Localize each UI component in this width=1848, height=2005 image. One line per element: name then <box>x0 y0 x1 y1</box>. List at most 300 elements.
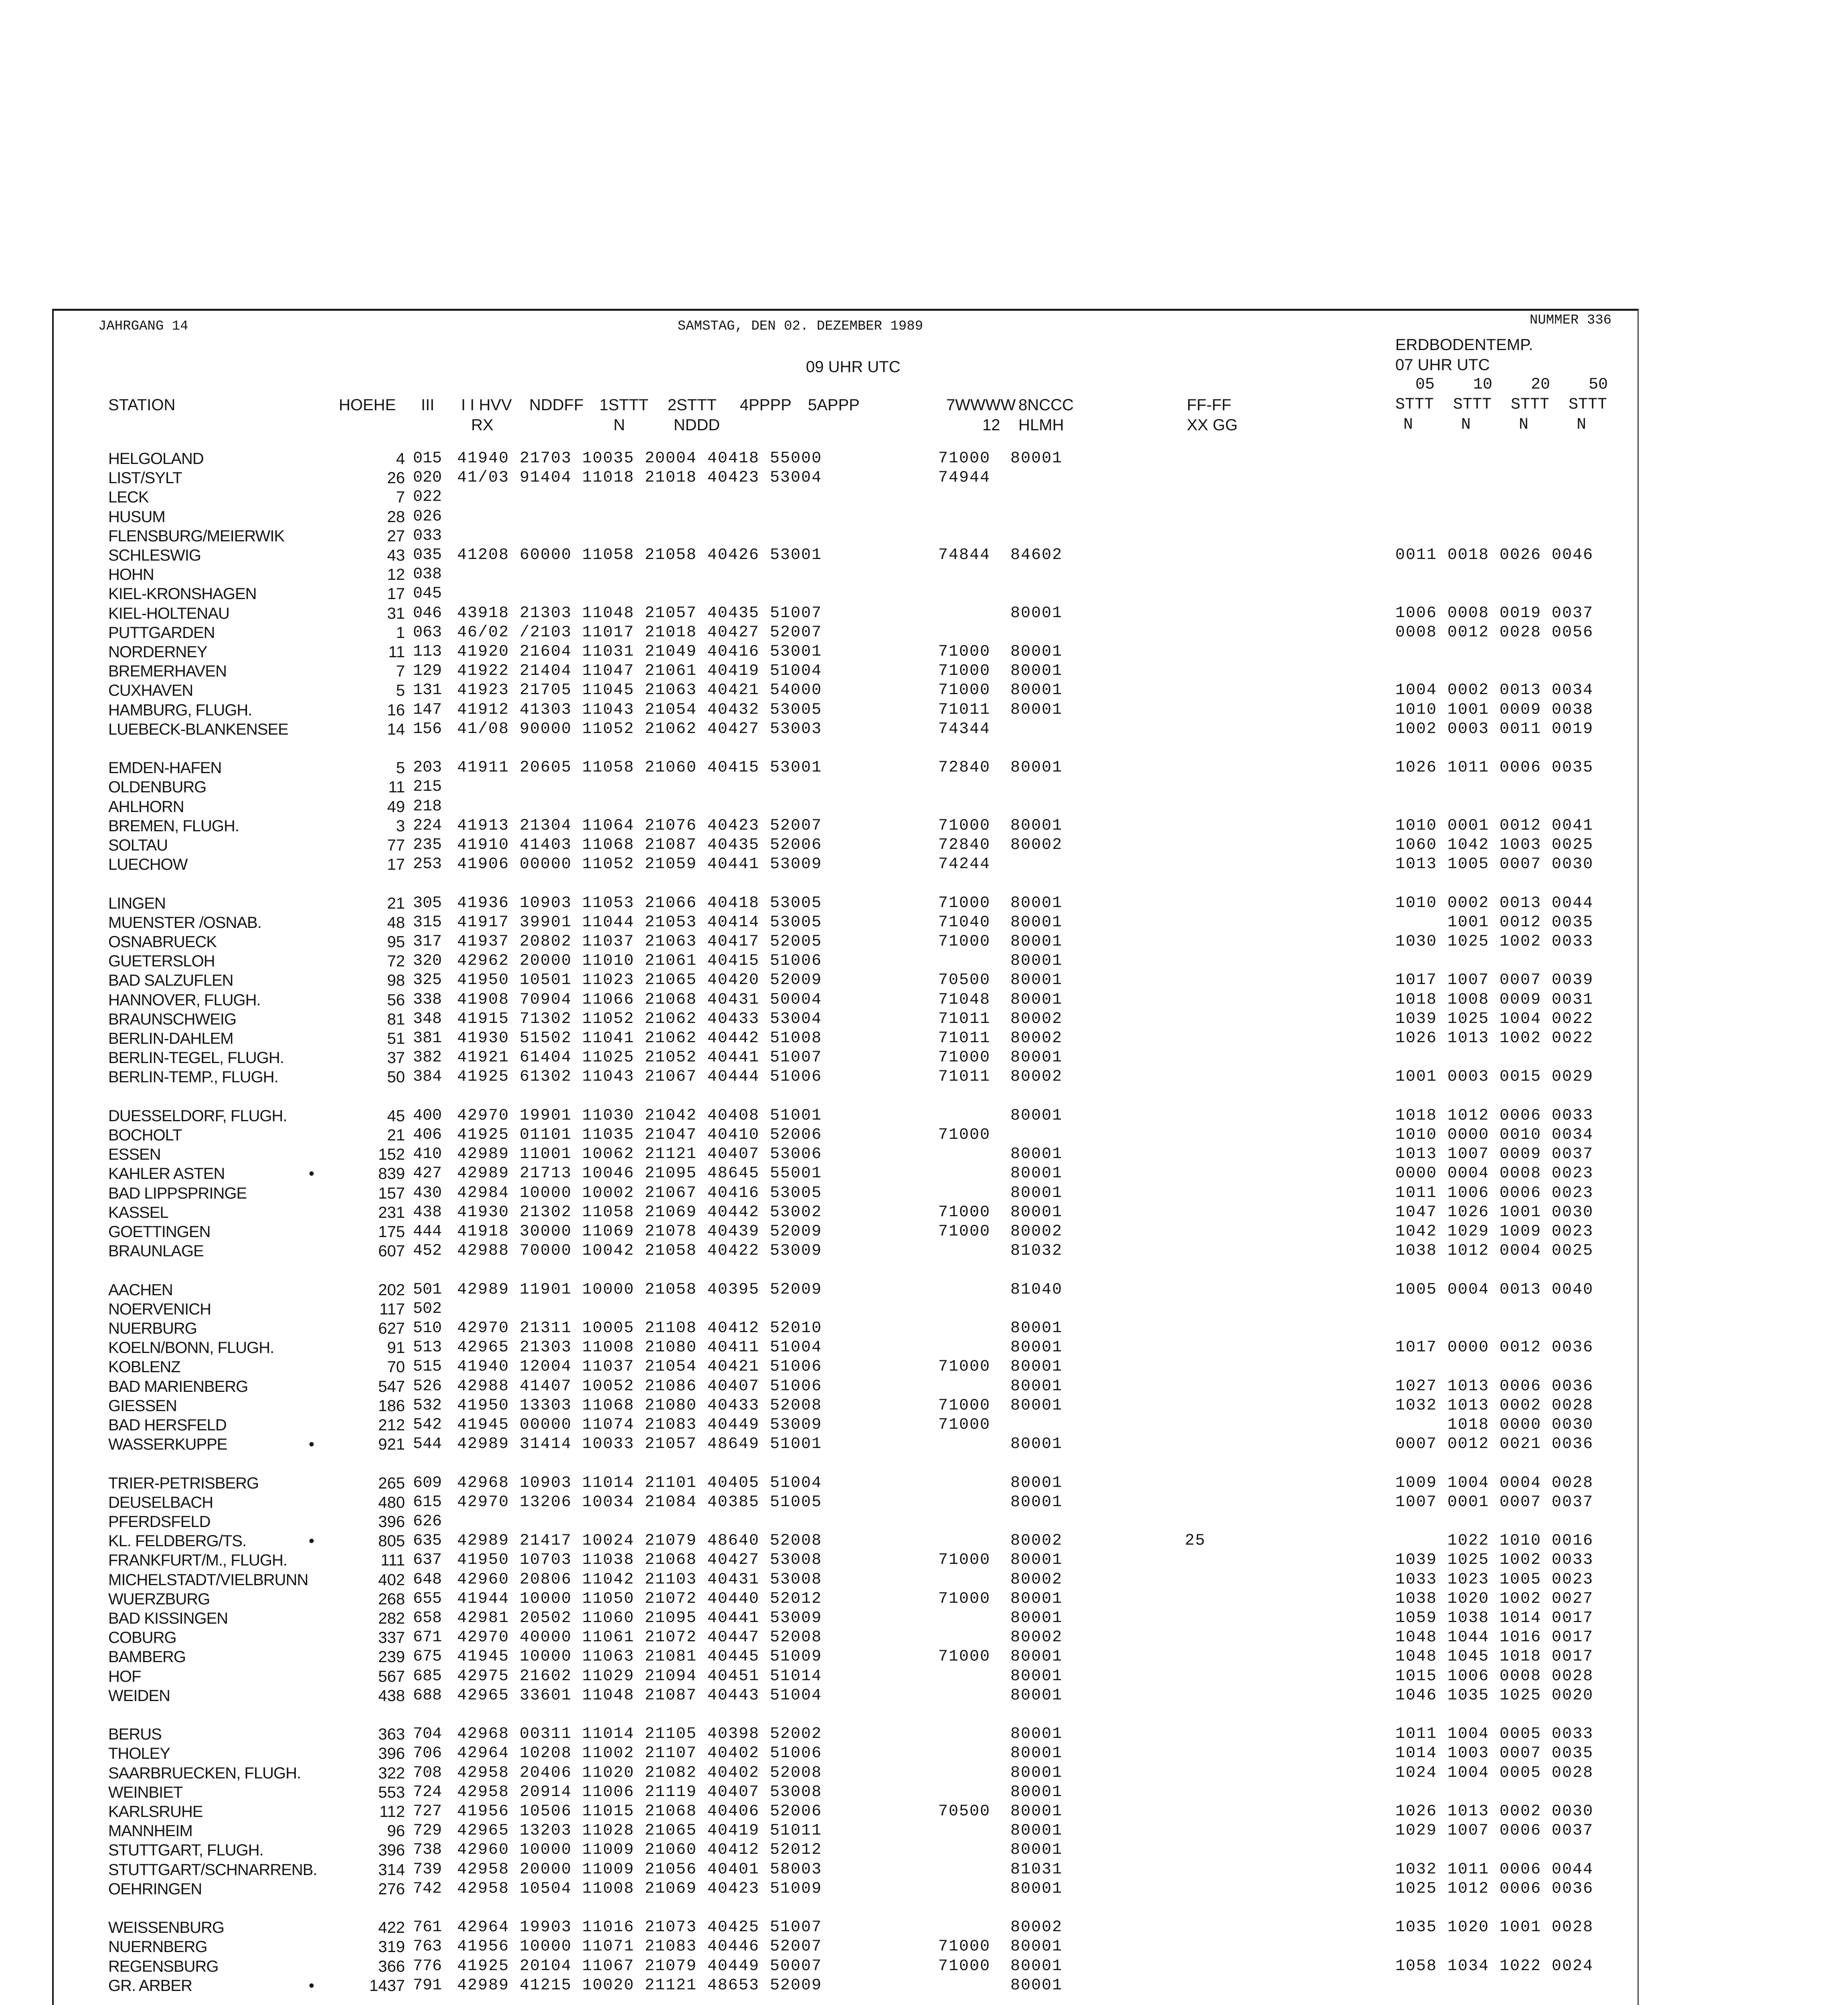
synop-groups: 41950 10703 11038 21068 40427 53008 <box>457 1551 822 1569</box>
station-name: WASSERKUPPE <box>108 1436 227 1453</box>
cloud-group: 80002 <box>1010 1010 1063 1028</box>
soil-temperatures: 1033 1023 1005 0023 <box>1395 1571 1594 1589</box>
col-xx-gg: XX GG <box>1187 416 1238 434</box>
cloud-group: 80001 <box>1010 1648 1063 1666</box>
table-row <box>0 1821 1684 1841</box>
table-row <box>0 1106 1684 1126</box>
station-height: 402 <box>378 1571 405 1589</box>
col-nddd: NDDD <box>674 416 720 434</box>
table-row <box>0 1647 1684 1667</box>
station-id: 742 <box>413 1880 442 1898</box>
station-height: 77 <box>387 836 405 854</box>
station-name: BAD KISSINGEN <box>108 1610 228 1627</box>
synop-groups: 42989 41215 10020 21121 48653 52009 <box>457 1977 822 1995</box>
col-station: STATION <box>108 396 176 414</box>
station-id: 648 <box>413 1571 442 1589</box>
station-height: 7 <box>396 662 405 680</box>
station-height: 282 <box>378 1610 405 1627</box>
synop-groups: 42989 11901 10000 21058 40395 52009 <box>457 1281 822 1299</box>
weather-group: 74344 <box>938 720 991 738</box>
weather-group: 71000 <box>938 1126 991 1144</box>
mountain-station-marker: • <box>309 1165 315 1183</box>
col-rx: RX <box>471 416 494 434</box>
synop-groups: 42964 19903 11016 21073 40425 51007 <box>457 1918 822 1936</box>
station-id: 791 <box>413 1977 442 1995</box>
station-height: 152 <box>378 1146 405 1163</box>
weather-group: 71011 <box>938 1029 991 1047</box>
weather-group: 70500 <box>938 1802 991 1821</box>
cloud-group: 80001 <box>1010 1667 1063 1685</box>
weather-group: 71048 <box>938 991 991 1009</box>
station-name: OEHRINGEN <box>108 1880 202 1898</box>
table-row <box>0 1957 1684 1976</box>
station-name: HAMBURG, FLUGH. <box>108 701 252 719</box>
table-row <box>0 584 1684 604</box>
mountain-station-marker: • <box>309 1532 315 1550</box>
station-id: 381 <box>413 1029 442 1047</box>
cloud-group: 80001 <box>1010 1687 1063 1705</box>
station-id: 438 <box>413 1203 442 1221</box>
cloud-group: 80001 <box>1010 1493 1063 1511</box>
table-row <box>0 1879 1684 1899</box>
table-row <box>0 971 1684 990</box>
cloud-group: 81040 <box>1010 1281 1063 1299</box>
table-row <box>0 1048 1684 1067</box>
synop-groups: 41/03 91404 11018 21018 40423 53004 <box>457 469 822 487</box>
station-height: 438 <box>378 1687 405 1705</box>
station-height: 12 <box>387 566 405 583</box>
station-id: 430 <box>413 1184 442 1202</box>
synop-groups: 42968 10903 11014 21101 40405 51004 <box>457 1474 822 1492</box>
table-row <box>0 990 1684 1010</box>
station-id: 658 <box>413 1609 442 1627</box>
station-height: 480 <box>378 1494 405 1511</box>
weather-group: 74944 <box>938 469 991 487</box>
cloud-group: 80001 <box>1010 1319 1063 1337</box>
weather-group: 71011 <box>938 1068 991 1086</box>
station-id: 685 <box>413 1667 442 1685</box>
station-id: 708 <box>413 1764 442 1782</box>
synop-groups: 41945 00000 11074 21083 40449 53009 <box>457 1416 822 1434</box>
soil-temperatures: 1010 1001 0009 0038 <box>1395 701 1594 719</box>
station-height: 70 <box>387 1358 405 1376</box>
col-n: N N N N <box>1403 416 1587 434</box>
station-name: SOLTAU <box>108 836 168 854</box>
soil-temperatures: 1011 1006 0006 0023 <box>1395 1184 1594 1202</box>
soil-temperatures: 1015 1006 0008 0028 <box>1395 1667 1594 1685</box>
station-id: 502 <box>413 1300 442 1318</box>
table-row <box>0 1686 1684 1705</box>
weather-group: 71000 <box>938 1223 991 1241</box>
synop-groups: 42989 21417 10024 21079 48640 52008 <box>457 1532 822 1550</box>
synop-groups: 41906 00000 11052 21059 40441 53009 <box>457 855 822 873</box>
table-row <box>0 1029 1684 1048</box>
cloud-group: 80001 <box>1010 662 1063 680</box>
table-row <box>0 449 1684 468</box>
cloud-group: 80001 <box>1010 450 1063 468</box>
soil-temperatures: 1007 0001 0007 0037 <box>1395 1493 1594 1511</box>
weather-group: 71000 <box>938 643 991 661</box>
station-height: 4 <box>396 450 405 468</box>
table-row <box>0 1319 1684 1338</box>
table-row <box>0 604 1684 623</box>
station-id: 218 <box>413 798 442 816</box>
synop-groups: 41937 20802 11037 21063 40417 52005 <box>457 933 822 951</box>
table-row <box>0 1222 1684 1241</box>
station-id: 305 <box>413 894 442 912</box>
weather-group: 71000 <box>938 1590 991 1608</box>
station-height: 21 <box>387 895 405 912</box>
weather-group: 71000 <box>938 1397 991 1415</box>
cloud-group: 80001 <box>1010 1145 1063 1163</box>
table-row <box>0 836 1684 855</box>
station-name: BAD LIPPSPRINGE <box>108 1185 247 1202</box>
station-height: 337 <box>378 1629 405 1647</box>
table-row <box>0 913 1684 932</box>
station-height: 91 <box>387 1339 405 1357</box>
weather-group: 71000 <box>938 1551 991 1569</box>
station-id: 761 <box>413 1918 442 1936</box>
soil-temperatures: 1005 0004 0013 0040 <box>1395 1281 1594 1299</box>
table-row <box>0 855 1684 874</box>
station-id: 729 <box>413 1822 442 1840</box>
table-row <box>0 932 1684 952</box>
cloud-group: 80001 <box>1010 1474 1063 1492</box>
synop-groups: 42981 20502 11060 21095 40441 53009 <box>457 1609 822 1627</box>
report-date: SAMSTAG, DEN 02. DEZEMBER 1989 <box>678 319 923 334</box>
cloud-group: 80001 <box>1010 1841 1063 1859</box>
synop-groups: 42958 20406 11020 21082 40402 52008 <box>457 1764 822 1782</box>
weather-group: 71000 <box>938 450 991 468</box>
synop-groups: 41956 10506 11015 21068 40406 52006 <box>457 1802 822 1821</box>
cloud-group: 80001 <box>1010 1165 1063 1183</box>
weather-group: 71011 <box>938 1010 991 1028</box>
synop-groups: 41915 71302 11052 21062 40433 53004 <box>457 1010 822 1028</box>
cloud-group: 80001 <box>1010 817 1063 835</box>
report-number: NUMMER 336 <box>1530 313 1612 328</box>
station-name: LINGEN <box>108 895 166 912</box>
station-name: GUETERSLOH <box>108 952 215 970</box>
col-4pppp: 4PPPP <box>740 396 791 414</box>
station-name: BRAUNLAGE <box>108 1242 204 1260</box>
station-id: 532 <box>413 1397 442 1415</box>
station-name: KL. FELDBERG/TS. <box>108 1532 247 1550</box>
station-id: 253 <box>413 855 442 873</box>
soil-temperatures: 1032 1011 0006 0044 <box>1395 1861 1594 1879</box>
weather-group: 71000 <box>938 662 991 680</box>
cloud-group: 80001 <box>1010 1590 1063 1608</box>
weather-group: 71000 <box>938 1416 991 1434</box>
cloud-group: 80002 <box>1010 1918 1063 1936</box>
station-id: 501 <box>413 1281 442 1299</box>
station-id: 131 <box>413 681 442 699</box>
station-name: OLDENBURG <box>108 778 206 796</box>
synop-groups: 42970 19901 11030 21042 40408 51001 <box>457 1107 822 1125</box>
cloud-group: 80001 <box>1010 1203 1063 1221</box>
station-id: 739 <box>413 1861 442 1879</box>
synop-groups: 41940 12004 11037 21054 40421 51006 <box>457 1358 822 1376</box>
station-height: 17 <box>387 585 405 603</box>
synop-groups: 42975 21602 11029 21094 40451 51014 <box>457 1667 822 1685</box>
synop-groups: 42988 41407 10052 21086 40407 51006 <box>457 1377 822 1395</box>
station-height: 839 <box>378 1165 405 1183</box>
station-name: LIST/SYLT <box>108 469 182 487</box>
station-name: BREMEN, FLUGH. <box>108 817 239 835</box>
table-row <box>0 1338 1684 1357</box>
soil-temperatures: 1004 0002 0013 0034 <box>1395 681 1594 699</box>
cloud-group: 80001 <box>1010 1339 1063 1357</box>
station-id: 046 <box>413 604 442 622</box>
station-height: 95 <box>387 933 405 951</box>
station-name: STUTTGART/SCHNARRENB. <box>108 1861 317 1879</box>
cloud-group: 84602 <box>1010 546 1063 564</box>
soil-temperatures: 1035 1020 1001 0028 <box>1395 1918 1594 1936</box>
station-name: NUERBURG <box>108 1320 197 1337</box>
station-id: 406 <box>413 1126 442 1144</box>
soil-temperatures: 1024 1004 0005 0028 <box>1395 1764 1594 1782</box>
synop-groups: 41922 21404 11047 21061 40419 51004 <box>457 662 822 680</box>
soil-temperatures: 1018 0000 0030 <box>1395 1416 1594 1434</box>
station-name: BOCHOLT <box>108 1126 182 1144</box>
cloud-group: 80001 <box>1010 1744 1063 1762</box>
table-row <box>0 701 1684 720</box>
station-id: 704 <box>413 1725 442 1743</box>
synop-groups: 42970 40000 11061 21072 40447 52008 <box>457 1628 822 1647</box>
erd-depths: 05 10 20 50 <box>1415 376 1608 394</box>
station-id: 724 <box>413 1783 442 1801</box>
station-height: 322 <box>378 1764 405 1782</box>
cloud-group: 81031 <box>1010 1861 1063 1879</box>
table-row <box>0 681 1684 700</box>
soil-temperatures: 1001 0012 0035 <box>1395 913 1594 932</box>
cloud-group: 80001 <box>1010 1358 1063 1376</box>
col-iii: III <box>421 396 435 414</box>
cloud-group: 80001 <box>1010 1184 1063 1202</box>
erd-title: ERDBODENTEMP. <box>1395 336 1533 354</box>
weather-group: 71000 <box>938 1648 991 1666</box>
soil-temperatures: 1032 1013 0002 0028 <box>1395 1397 1594 1415</box>
station-name: KASSEL <box>108 1204 168 1221</box>
station-id: 384 <box>413 1068 442 1086</box>
station-height: 43 <box>387 547 405 564</box>
station-id: 444 <box>413 1223 442 1241</box>
station-height: 117 <box>379 1300 405 1318</box>
table-row <box>0 1164 1684 1183</box>
synop-groups: 41925 01101 11035 21047 40410 52006 <box>457 1126 822 1144</box>
cloud-group: 80001 <box>1010 971 1063 989</box>
cloud-group: 80001 <box>1010 1609 1063 1627</box>
cloud-group: 80001 <box>1010 1977 1063 1995</box>
station-height: 96 <box>387 1822 405 1840</box>
synop-groups: 42965 33601 11048 21087 40443 51004 <box>457 1687 822 1705</box>
station-height: 396 <box>378 1841 405 1859</box>
station-height: 98 <box>387 972 405 989</box>
station-name: HELGOLAND <box>108 450 204 468</box>
station-id: 156 <box>413 720 442 738</box>
station-name: NUERNBERG <box>108 1938 207 1956</box>
cloud-group: 80001 <box>1010 952 1063 970</box>
soil-temperatures: 1038 1020 1002 0027 <box>1395 1590 1594 1608</box>
cloud-group: 80001 <box>1010 1377 1063 1395</box>
table-row <box>0 1976 1684 1995</box>
station-height: 112 <box>379 1803 405 1821</box>
table-row <box>0 1764 1684 1783</box>
station-height: 607 <box>378 1242 405 1260</box>
station-name: COBURG <box>108 1629 176 1647</box>
station-id: 635 <box>413 1532 442 1550</box>
station-height: 48 <box>387 914 405 932</box>
synop-groups: 41911 20605 11058 21060 40415 53001 <box>457 759 822 777</box>
station-id: 348 <box>413 1010 442 1028</box>
station-height: 111 <box>381 1551 405 1569</box>
cloud-group: 80001 <box>1010 1802 1063 1821</box>
table-row <box>0 758 1684 778</box>
soil-temperatures: 1026 1011 0006 0035 <box>1395 759 1594 777</box>
station-name: LECK <box>108 488 149 506</box>
synop-groups: 41920 21604 11031 21049 40416 53001 <box>457 643 822 661</box>
station-name: BERLIN-DAHLEM <box>108 1030 233 1047</box>
station-name: WEISSENBURG <box>108 1919 225 1936</box>
station-id: 063 <box>413 624 442 642</box>
synop-groups: 43918 21303 11048 21057 40435 51007 <box>457 604 822 622</box>
jahrgang-label: JAHRGANG 14 <box>98 319 188 334</box>
soil-temperatures: 0008 0012 0028 0056 <box>1395 624 1594 642</box>
station-height: 422 <box>378 1919 405 1936</box>
table-row <box>0 1531 1684 1551</box>
synop-groups: 41/08 90000 11052 21062 40427 53003 <box>457 720 822 738</box>
synop-groups: 41910 41403 11068 21087 40435 52006 <box>457 836 822 854</box>
weather-group: 71000 <box>938 1049 991 1067</box>
station-name: BAMBERG <box>108 1648 186 1666</box>
synop-groups: 41956 10000 11071 21083 40446 52007 <box>457 1938 822 1956</box>
station-height: 231 <box>378 1204 405 1221</box>
station-height: 72 <box>387 952 405 970</box>
col-7wwww: 7WWWW <box>946 396 1016 414</box>
soil-temperatures: 1017 1007 0007 0039 <box>1395 971 1594 989</box>
synop-groups: 42989 21713 10046 21095 48645 55001 <box>457 1165 822 1183</box>
table-row <box>0 468 1684 488</box>
table-row <box>0 797 1684 816</box>
soil-temperatures: 1029 1007 0006 0037 <box>1395 1822 1594 1840</box>
station-id: 224 <box>413 817 442 835</box>
station-id: 410 <box>413 1145 442 1163</box>
weather-group: 72840 <box>938 836 991 854</box>
soil-temperatures: 1060 1042 1003 0025 <box>1395 836 1594 854</box>
table-row <box>0 1377 1684 1396</box>
cloud-group: 80002 <box>1010 1223 1063 1241</box>
col-sttt: STTT STTT STTT STTT <box>1395 396 1607 414</box>
station-name: TRIER-PETRISBERG <box>108 1474 259 1492</box>
cloud-group: 80002 <box>1010 1532 1063 1550</box>
table-row <box>0 720 1684 739</box>
station-id: 129 <box>413 662 442 680</box>
station-height: 202 <box>378 1281 405 1299</box>
table-row <box>0 894 1684 913</box>
weather-group: 71000 <box>938 817 991 835</box>
station-height: 363 <box>378 1726 405 1743</box>
cloud-group: 80002 <box>1010 1068 1063 1086</box>
table-row <box>0 507 1684 527</box>
col-nddff: NDDFF <box>529 396 584 414</box>
weather-group: 71011 <box>938 701 991 719</box>
mountain-station-marker: • <box>309 1977 315 1995</box>
station-height: 157 <box>378 1185 405 1202</box>
cloud-group: 80001 <box>1010 1107 1063 1125</box>
station-id: 317 <box>413 933 442 951</box>
col-8nccc: 8NCCC <box>1018 396 1074 414</box>
soil-temperatures: 1048 1045 1018 0017 <box>1395 1648 1594 1666</box>
cloud-group: 80001 <box>1010 1880 1063 1898</box>
station-name: HOF <box>108 1668 141 1685</box>
synop-groups: 42968 00311 11014 21105 40398 52002 <box>457 1725 822 1743</box>
station-height: 27 <box>387 527 405 545</box>
synop-groups: 41944 10000 11050 21072 40440 52012 <box>457 1590 822 1608</box>
col-iihvv: I I HVV <box>461 396 512 414</box>
cloud-group: 80001 <box>1010 913 1063 932</box>
station-id: 510 <box>413 1319 442 1337</box>
station-id: 609 <box>413 1474 442 1492</box>
table-row <box>0 1570 1684 1590</box>
mountain-station-marker: • <box>309 1436 315 1453</box>
table-row <box>0 1126 1684 1145</box>
soil-temperatures: 1013 1005 0007 0030 <box>1395 855 1594 873</box>
station-id: 015 <box>413 450 442 468</box>
station-name: KIEL-KRONSHAGEN <box>108 585 257 603</box>
station-id: 045 <box>413 585 442 603</box>
soil-temperatures: 1030 1025 1002 0033 <box>1395 933 1594 951</box>
station-name: OSNABRUECK <box>108 933 217 951</box>
station-name: AACHEN <box>108 1281 173 1299</box>
station-name: DUESSELDORF, FLUGH. <box>108 1107 287 1125</box>
cloud-group: 80002 <box>1010 1628 1063 1647</box>
soil-temperatures: 1038 1012 0004 0025 <box>1395 1242 1594 1260</box>
station-name: GIESSEN <box>108 1397 177 1415</box>
table-row <box>0 565 1684 584</box>
cloud-group: 80001 <box>1010 894 1063 912</box>
table-row <box>0 1725 1684 1744</box>
soil-temperatures: 1025 1012 0006 0036 <box>1395 1880 1594 1898</box>
weather-group: 71000 <box>938 933 991 951</box>
station-id: 038 <box>413 565 442 583</box>
station-height: 396 <box>378 1513 405 1531</box>
synop-groups: 41921 61404 11025 21052 40441 51007 <box>457 1049 822 1067</box>
soil-temperatures: 1010 0002 0013 0044 <box>1395 894 1594 912</box>
station-name: DEUSELBACH <box>108 1494 213 1511</box>
synop-groups: 42970 13206 10034 21084 40385 51005 <box>457 1493 822 1511</box>
station-name: HUSUM <box>108 508 165 526</box>
station-height: 5 <box>396 682 405 699</box>
station-id: 776 <box>413 1957 442 1975</box>
cloud-group: 80001 <box>1010 991 1063 1009</box>
table-row <box>0 1067 1684 1087</box>
station-id: 325 <box>413 971 442 989</box>
table-row <box>0 1918 1684 1937</box>
col-ff-ff: FF-FF <box>1187 396 1232 414</box>
station-name: EMDEN-HAFEN <box>108 759 222 777</box>
station-name: REGENSBURG <box>108 1958 219 1975</box>
synop-groups: 41208 60000 11058 21058 40426 53001 <box>457 546 822 564</box>
station-name: MANNHEIM <box>108 1822 192 1840</box>
col-hlmh: HLMH <box>1018 416 1064 434</box>
station-name: BAD SALZUFLEN <box>108 972 233 989</box>
station-height: 805 <box>378 1532 405 1550</box>
station-id: 203 <box>413 759 442 777</box>
station-name: BREMERHAVEN <box>108 662 227 680</box>
col-2sttt: 2STTT <box>668 396 717 414</box>
synop-groups: 42958 20914 11006 21119 40407 53008 <box>457 1783 822 1801</box>
table-row <box>0 1493 1684 1512</box>
synop-groups: 41945 10000 11063 21081 40445 51009 <box>457 1648 822 1666</box>
